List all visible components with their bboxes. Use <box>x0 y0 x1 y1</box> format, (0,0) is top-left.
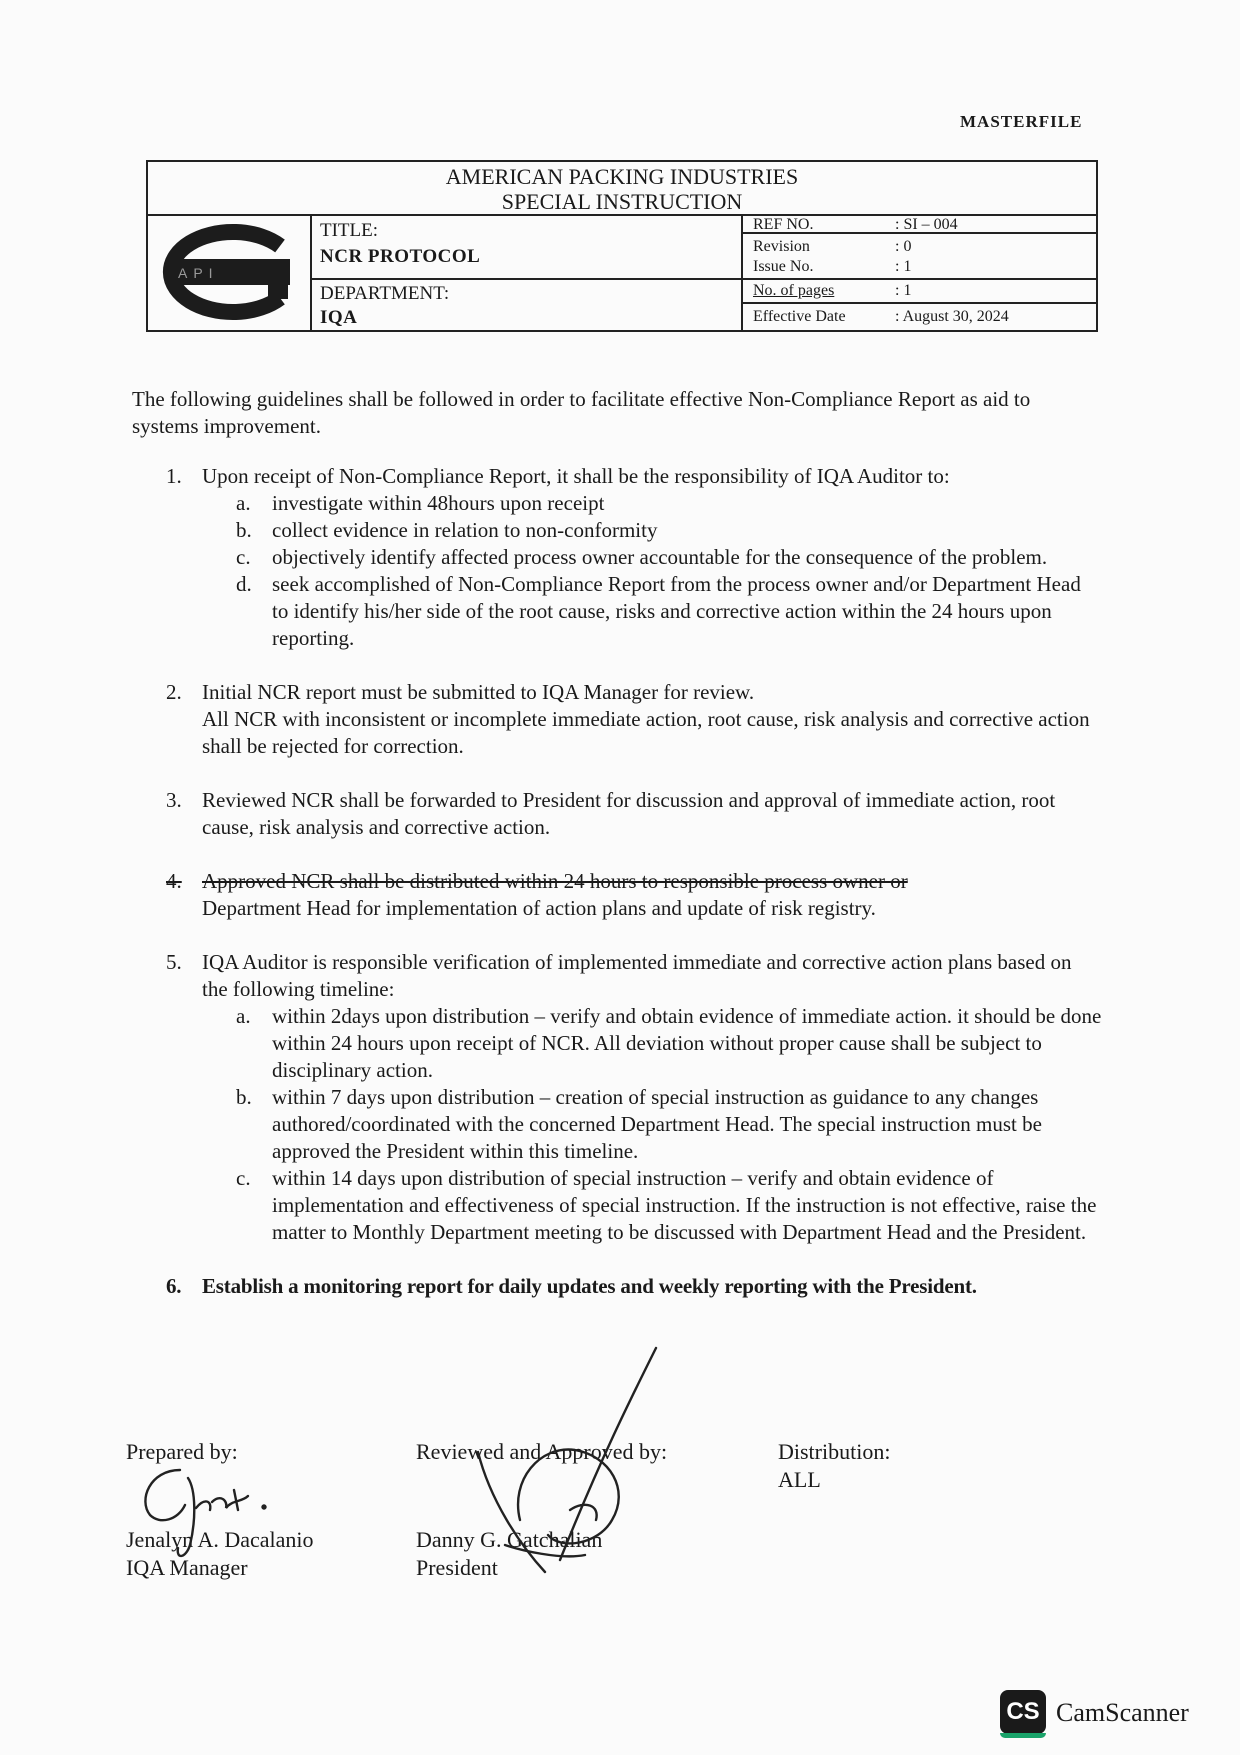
list-item-3 <box>132 787 1102 841</box>
issue-no-value: : 1 <box>895 258 912 275</box>
list-item-2 <box>132 679 1102 760</box>
approver-block <box>416 1526 602 1582</box>
item-text: Upon receipt of Non-Compliance Report, it shall be the responsibility of IQA Auditor to: <box>202 464 950 488</box>
sub-item-text: investigate within 48hours upon receipt <box>272 491 605 515</box>
department-label: DEPARTMENT: <box>320 283 450 304</box>
list-item-5 <box>132 949 1102 1003</box>
item-number: 6. <box>166 1274 182 1298</box>
item-number: 3. <box>166 788 182 812</box>
camscanner-name: CamScanner <box>1056 1698 1189 1727</box>
sub-item-1b <box>132 517 1102 544</box>
effective-date-label: Effective Date <box>753 308 846 325</box>
item-text-continued: All NCR with inconsistent or incomplete immediate action, root cause, risk analysis and corrective action shall be rejected for correction. <box>202 707 1090 758</box>
item-text: IQA Auditor is responsible verification of implemented immediate and corrective action plans based on the following timeline: <box>202 950 1072 1001</box>
title-cell <box>310 216 743 280</box>
pages-row <box>743 280 1098 304</box>
pages-value: : 1 <box>895 282 912 299</box>
api-logo-icon <box>148 216 308 328</box>
instruction-body <box>132 386 1102 1300</box>
item-number: 4. <box>166 869 182 893</box>
reviewed-by-label: Reviewed and Approved by: <box>416 1439 668 1464</box>
preparer-role: IQA Manager <box>126 1555 248 1580</box>
sub-item-5a <box>132 1003 1102 1084</box>
sub-item-letter: b. <box>236 1085 252 1109</box>
sub-item-letter: c. <box>236 545 251 569</box>
effective-date-row <box>743 304 1098 330</box>
item-text: Establish a monitoring report for daily updates and weekly reporting with the President. <box>202 1274 977 1298</box>
item-text-struck: Approved NCR shall be distributed within 24 hours to responsible process owner or <box>202 869 908 893</box>
item-number: 5. <box>166 950 182 974</box>
ref-no-row <box>743 216 1098 234</box>
sub-item-text: within 2days upon distribution – verify and obtain evidence of immediate action. it should be done within 24 hours upon receipt of NCR. All deviation without proper cause shall be subject to disciplinary action. <box>272 1004 1102 1082</box>
item-text: Reviewed NCR shall be forwarded to President for discussion and approval of immediate action, root cause, risk analysis and corrective action. <box>202 788 1056 839</box>
sub-item-text: collect evidence in relation to non-conformity <box>272 518 658 542</box>
revision-row <box>743 236 1098 258</box>
department-value: IQA <box>320 307 358 328</box>
list-item-4 <box>132 868 1102 922</box>
revision-value: : 0 <box>895 238 912 255</box>
distribution-label: Distribution: <box>778 1439 891 1464</box>
company-block <box>148 162 1096 216</box>
issue-no-row <box>743 256 1098 280</box>
item-text: Initial NCR report must be submitted to IQA Manager for review. <box>202 680 755 704</box>
issue-no-label: Issue No. <box>753 258 814 275</box>
title-label: TITLE: <box>320 220 379 241</box>
ref-no-label: REF NO. <box>753 216 814 233</box>
prepared-by-label: Prepared by: <box>126 1439 238 1464</box>
sub-item-letter: c. <box>236 1166 251 1190</box>
document-type: SPECIAL INSTRUCTION <box>501 189 743 214</box>
company-name: AMERICAN PACKING INDUSTRIES <box>445 164 799 189</box>
preparer-block <box>126 1526 314 1582</box>
company-logo <box>148 216 312 330</box>
signature-section <box>126 1438 1106 1598</box>
effective-date-value: : August 30, 2024 <box>895 308 1009 325</box>
sub-item-1c <box>132 544 1102 571</box>
sub-item-5c <box>132 1165 1102 1246</box>
sub-item-letter: a. <box>236 1004 251 1028</box>
revision-label: Revision <box>753 238 810 255</box>
distribution-block <box>778 1438 890 1494</box>
camscanner-logo-icon: CS <box>1000 1690 1046 1734</box>
sub-item-letter: b. <box>236 518 252 542</box>
department-cell <box>310 280 743 330</box>
document-header <box>146 160 1098 332</box>
logo-lettering: API <box>178 265 219 281</box>
camscanner-watermark <box>1000 1690 1230 1736</box>
intro-paragraph: The following guidelines shall be followed in order to facilitate effective Non-Compliance Report as aid to systems improvement. <box>132 387 1031 438</box>
sub-item-1d <box>132 571 1102 652</box>
masterfile-label: MASTERFILE <box>960 112 1083 131</box>
sub-item-letter: d. <box>236 572 252 596</box>
sub-item-text: within 14 days upon distribution of special instruction – verify and obtain evidence of implementation and effectiveness of special instruction. If the instruction is not effective, raise the matter to Monthly Department meeting to be discussed with Department Head and the President. <box>272 1166 1097 1244</box>
sub-item-text: objectively identify affected process owner accountable for the consequence of the problem. <box>272 545 1048 569</box>
list-item-1 <box>132 463 1102 490</box>
approver-name: Danny G. Gatchalian <box>416 1527 603 1552</box>
item-number: 1. <box>166 464 182 488</box>
preparer-name: Jenalyn A. Dacalanio <box>126 1527 314 1552</box>
sub-item-letter: a. <box>236 491 251 515</box>
sub-item-text: within 7 days upon distribution – creation of special instruction as guidance to any changes authored/coordinated with the concerned Department Head. The special instruction must be approved the President within this timeline. <box>272 1085 1042 1163</box>
approver-role: President <box>416 1555 498 1580</box>
document-title: NCR PROTOCOL <box>320 246 481 267</box>
item-text-continued: Department Head for implementation of action plans and update of risk registry. <box>202 896 876 920</box>
list-item-6 <box>132 1273 1102 1300</box>
sub-item-1a <box>132 490 1102 517</box>
sub-item-5b <box>132 1084 1102 1165</box>
ref-no-value: : SI – 004 <box>895 216 958 233</box>
sub-item-text: seek accomplished of Non-Compliance Report from the process owner and/or Department Head to identify his/her side of the root cause, risks and corrective action within the 24 hours upon reporting. <box>272 572 1081 650</box>
item-number: 2. <box>166 680 182 704</box>
distribution-value: ALL <box>778 1467 821 1492</box>
pages-label: No. of pages <box>753 282 835 299</box>
